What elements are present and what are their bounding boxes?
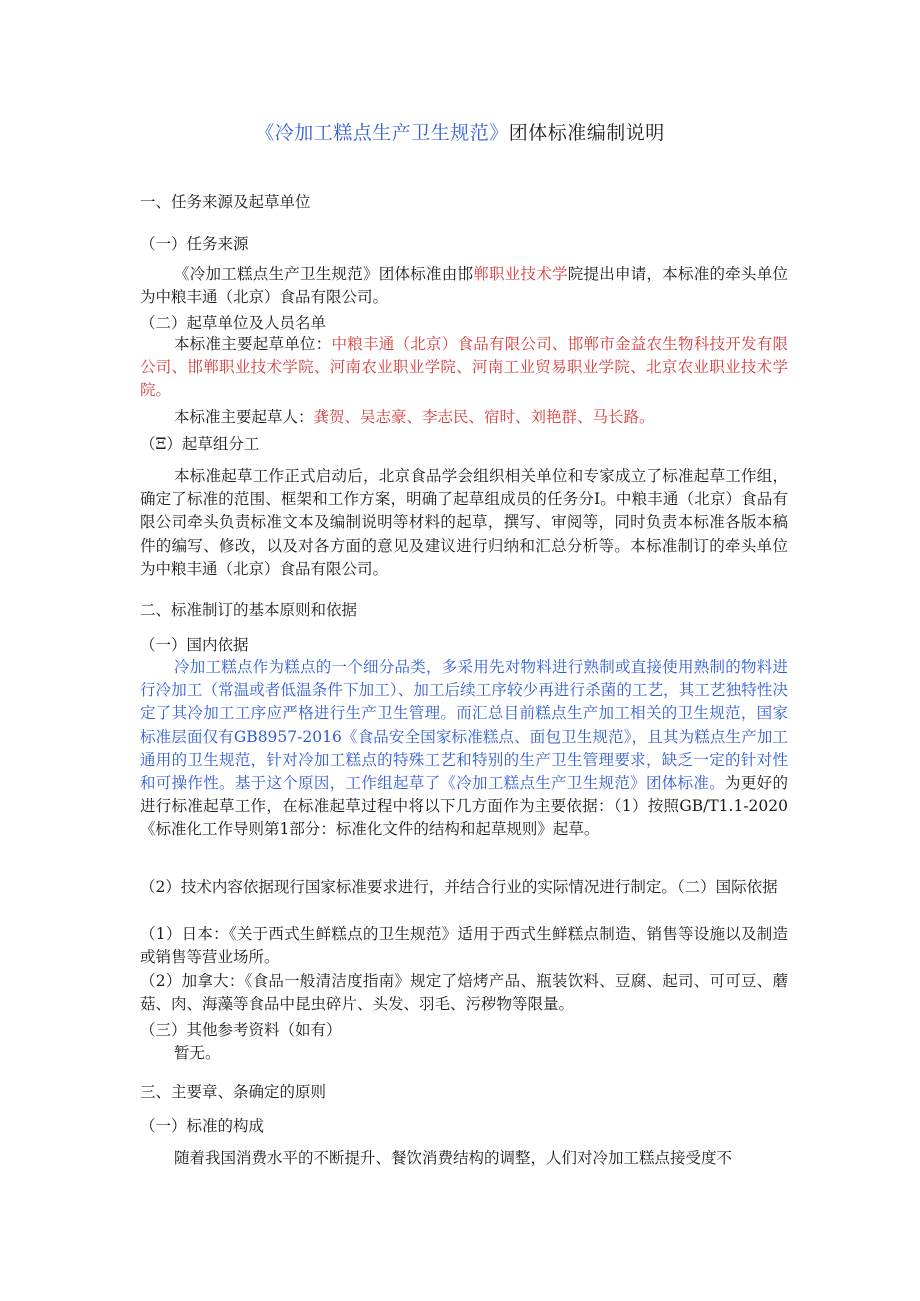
paragraph (140, 263, 788, 309)
text: 《冷加工糕点生产卫生规范》团体标准由邯 (174, 265, 474, 283)
section-1-sub-1: （一）任务来源 (140, 235, 249, 253)
text: 本标准主要起草单位： (174, 335, 332, 353)
text: 本标准主要起草人： (174, 408, 314, 426)
title-standard-name: 《冷加工糕点生产卫生规范》 (255, 122, 509, 144)
paragraph-drafting-units (140, 333, 788, 403)
paragraph-division: 本标准起草工作正式启动后，北京食品学会组织相关单位和专家成立了标准起草工作组，确定了标准的范围、框架和工作方案，明确了起草组成员的任务分I。中粮丰通（北京）食品有限公司牵头负责标准文本及编制说明等材料的起草，撰写、审阅等，同时负责本标准各版本稿件的编写、修改，以及对各方面的意见及建议进行归纳和汇总分析等。本标准制订的牵头单位为中粮丰通（北京）食品有限公司。 (140, 467, 788, 578)
highlight-text: 冷加工糕点作为糕点的一个细分品类，多采用先对物料进行熟制或直接使用熟制的物料进行冷加工（常温或者低温条件下加工）、加工后续工序较少再进行杀菌的工艺，其工艺独特性决定了其冷加工工序应严格进行生产卫生管理。而汇总目前糕点生产加工相关的卫生规范，国家标准层面仅有GB8957-2016《食品安全国家标准糕点、面包卫生规范》，且其为糕点生产加工通用的卫生规范，针对冷加工糕点的特殊工艺和特别的生产卫生管理要求，缺乏一定的针对性和可操作性。基于这个原因，工作组起草了《冷加工糕点生产卫生规范》团体标准。 (140, 658, 788, 793)
title-suffix: 团体标准编制说明 (508, 122, 665, 144)
section-3-heading: 三、主要章、条确定的原则 (140, 1083, 327, 1101)
section-2-sub-1: （一）国内依据 (140, 636, 249, 654)
text: 为更好的进行标准起草工作，在标准起草过程中将以下几方面作为主要依据：（1）按照GB/T1.1-2020《标准化工作导则第1部分：标准化文件的结构和起草规则》起草。 (140, 774, 788, 839)
section-1-sub-2: （二）起草单位及人员名单 (140, 314, 327, 332)
paragraph-canada: （2）加拿大：《食品一般清洁度指南》规定了焙烤产品、瓶装饮料、豆腐、起司、可可豆、蘑菇、肉、海藻等食品中昆虫碎片、头发、羽毛、污秽物等限量。 (140, 972, 788, 1014)
section-1-sub-3: （Ξ）起草组分工 (140, 435, 260, 453)
paragraph-drafters (140, 406, 788, 429)
section-3-sub-1: （一）标准的构成 (140, 1117, 265, 1135)
highlight-text: 郸职业技术学 (473, 265, 568, 283)
paragraph-none: 暂无。 (174, 1044, 221, 1062)
text: 院提出申请，本标准的牵头单位为中粮丰通（北京）食品有限公司。 (140, 265, 788, 307)
paragraph-japan: （1）日本：《关于西式生鲜糕点的卫生规范》适用于西式生鲜糕点制造、销售等设施以及制造或销售等营业场所。 (140, 925, 788, 967)
section-1-heading: 一、任务来源及起草单位 (140, 193, 311, 211)
highlight-text: 龚贺、吴志豪、李志民、宿时、刘艳群、马长路。 (313, 408, 655, 426)
paragraph-technical: （2）技术内容依据现行国家标准要求进行，并结合行业的实际情况进行制定。（二）国际依据 (140, 878, 778, 896)
section-2-heading: 二、标准制订的基本原则和依据 (140, 601, 358, 619)
section-2-sub-3: （三）其他参考资料（如有） (140, 1021, 342, 1039)
highlight-text: 中粮丰通（北京）食品有限公司、邯郸市金益农生物科技开发有限公司、邯郸职业技术学院、河南农业职业学院、河南工业贸易职业学院、北京农业职业技术学院。 (140, 335, 788, 400)
document-title (0, 118, 920, 145)
paragraph-domestic-basis (140, 656, 788, 842)
paragraph-composition: 随着我国消费水平的不断提升、餐饮消费结构的调整，人们对冷加工糕点接受度不 (174, 1149, 733, 1167)
